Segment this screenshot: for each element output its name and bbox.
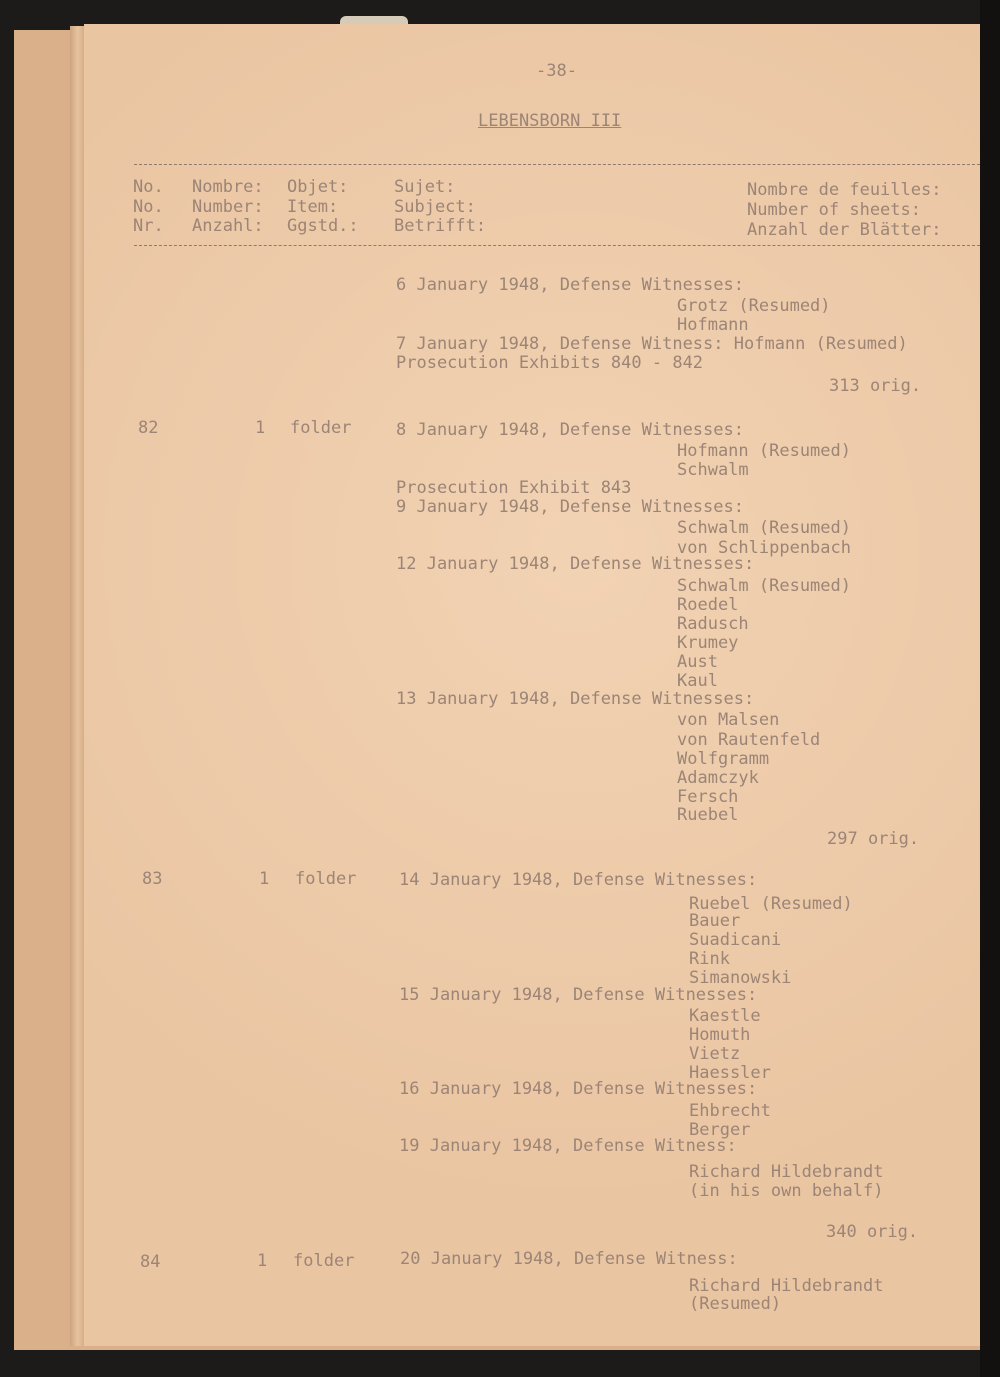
header-sheets-en: Number of sheets: <box>747 200 921 220</box>
witness-name: Simanowski <box>689 968 792 988</box>
witness-name: Richard Hildebrandt <box>689 1162 884 1182</box>
witness-name: Wolfgramm <box>677 749 770 769</box>
entry-date-line: 8 January 1948, Defense Witnesses: <box>396 420 744 440</box>
item-type: folder <box>293 1251 355 1271</box>
entry-date-line: 15 January 1948, Defense Witnesses: <box>399 985 758 1005</box>
witness-name: Berger <box>689 1120 751 1140</box>
sheet-count: 340 orig. <box>826 1222 919 1242</box>
witness-name: Vietz <box>689 1044 741 1064</box>
page-title: LEBENSBORN III <box>478 111 622 131</box>
item-number: 83 <box>142 869 163 889</box>
witness-name: Grotz (Resumed) <box>677 296 831 316</box>
header-number-fr: Nombre: <box>192 177 264 197</box>
entry-date-line: 7 January 1948, Defense Witness: Hofmann (Resumed) <box>396 334 908 354</box>
witness-name: Bauer <box>689 911 741 931</box>
witness-note: (Resumed) <box>689 1294 782 1314</box>
header-item-fr: Objet: <box>287 177 349 197</box>
witness-note: (in his own behalf) <box>689 1181 884 1201</box>
witness-name: Ruebel <box>677 805 739 825</box>
item-count: 1 <box>255 418 266 438</box>
witness-name: Homuth <box>689 1025 751 1045</box>
sheet-count: 313 orig. <box>829 376 922 396</box>
entry-date-line: 6 January 1948, Defense Witnesses: <box>396 275 744 295</box>
entry-date-line: 14 January 1948, Defense Witnesses: <box>399 870 758 890</box>
item-type: folder <box>295 869 357 889</box>
page-edge-strip <box>70 26 84 1346</box>
header-no-fr: No. <box>133 177 164 197</box>
witness-name: Rink <box>689 949 730 969</box>
header-number-de: Anzahl: <box>192 216 264 236</box>
header-sheets-fr: Nombre de feuilles: <box>747 180 942 200</box>
witness-name: Richard Hildebrandt <box>689 1276 884 1296</box>
scan-border <box>980 0 1000 1377</box>
witness-name: Radusch <box>677 614 749 634</box>
header-item-en: Item: <box>287 197 339 217</box>
witness-name: Ehbrecht <box>689 1101 771 1121</box>
header-sheets-de: Anzahl der Blätter: <box>747 220 942 240</box>
witness-name: Fersch <box>677 787 739 807</box>
witness-name: Hofmann <box>677 315 749 335</box>
witness-name: Schwalm (Resumed) <box>677 518 851 538</box>
witness-name: Suadicani <box>689 930 782 950</box>
header-number-en: Number: <box>192 197 264 217</box>
witness-name: von Rautenfeld <box>677 730 821 750</box>
sheet-count: 297 orig. <box>827 829 920 849</box>
header-subject-en: Subject: <box>394 197 476 217</box>
entry-date-line: 13 January 1948, Defense Witnesses: <box>396 689 755 709</box>
header-item-de: Ggstd.: <box>287 216 359 236</box>
item-count: 1 <box>259 869 270 889</box>
entry-date-line: 12 January 1948, Defense Witnesses: <box>396 554 755 574</box>
header-subject-fr: Sujet: <box>394 177 456 197</box>
witness-name: von Malsen <box>677 710 780 730</box>
header-subject-de: Betrifft: <box>394 216 487 236</box>
witness-name: Hofmann (Resumed) <box>677 441 851 461</box>
exhibit-line: Prosecution Exhibit 843 <box>396 478 632 498</box>
header-rule-top <box>134 164 980 165</box>
witness-name: Ruebel (Resumed) <box>689 894 853 914</box>
item-number: 82 <box>138 418 159 438</box>
witness-name: Kaestle <box>689 1006 761 1026</box>
witness-name: von Schlippenbach <box>677 538 851 558</box>
item-count: 1 <box>257 1251 268 1271</box>
witness-name: Adamczyk <box>677 768 759 788</box>
entry-date-line: 16 January 1948, Defense Witnesses: <box>399 1079 758 1099</box>
witness-name: Kaul <box>677 671 718 691</box>
witness-name: Aust <box>677 652 718 672</box>
header-no-en: No. <box>133 197 164 217</box>
witness-name: Krumey <box>677 633 739 653</box>
entry-date-line: 20 January 1948, Defense Witness: <box>400 1249 738 1269</box>
page-number: -38- <box>536 61 577 81</box>
witness-name: Schwalm (Resumed) <box>677 576 851 596</box>
header-rule-bottom <box>134 245 980 246</box>
witness-name: Roedel <box>677 595 739 615</box>
item-number: 84 <box>140 1252 161 1272</box>
entry-date-line: 9 January 1948, Defense Witnesses: <box>396 497 744 517</box>
exhibit-line: Prosecution Exhibits 840 - 842 <box>396 353 704 373</box>
witness-name: Haessler <box>689 1063 771 1083</box>
entry-date-line: 19 January 1948, Defense Witness: <box>399 1136 737 1156</box>
witness-name: Schwalm <box>677 460 749 480</box>
item-type: folder <box>290 418 352 438</box>
header-no-de: Nr. <box>133 216 164 236</box>
